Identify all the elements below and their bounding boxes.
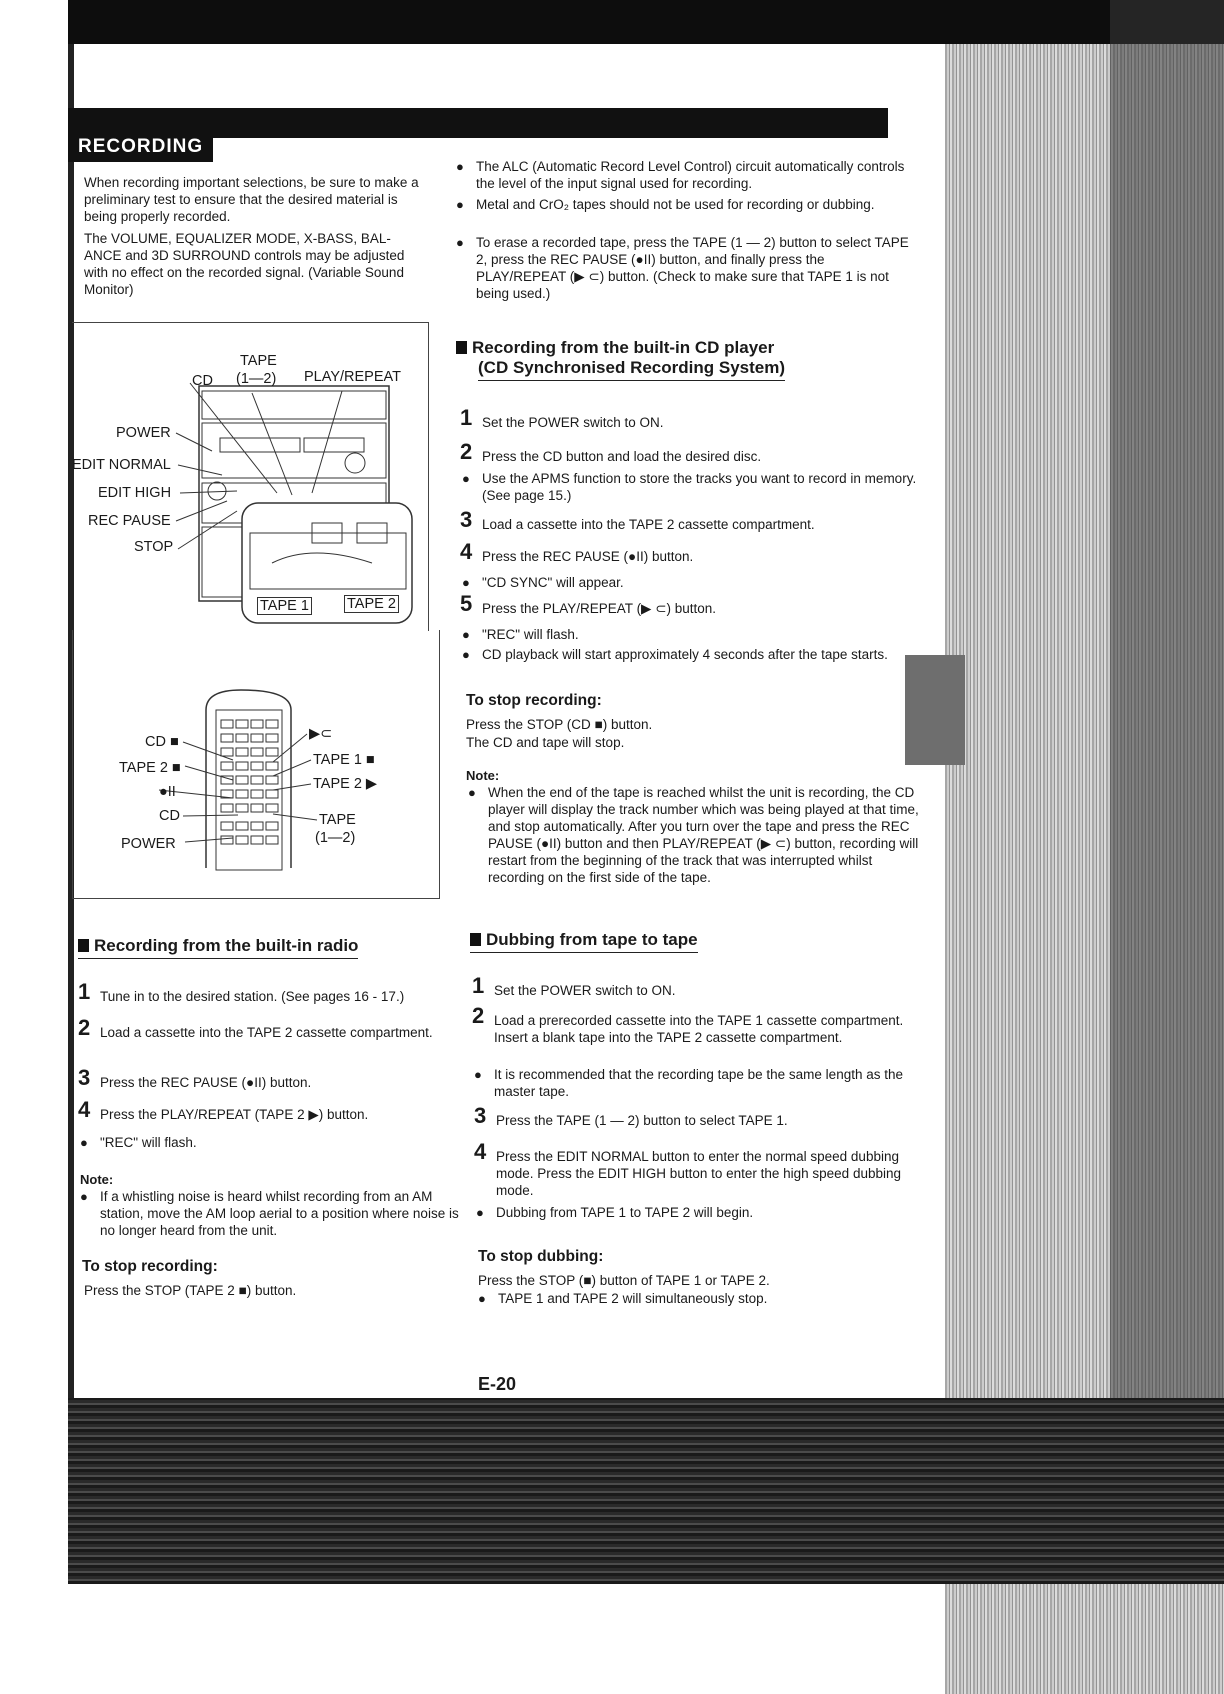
label-remote-tape1-stop: TAPE 1 ■ [313,752,375,768]
dub-step-3: 3 Press the TAPE (1 — 2) button to select TAPE 1. [474,1103,788,1128]
label-edit-high: EDIT HIGH [98,485,172,501]
label-remote-play: ▶⊂ [309,726,333,742]
page-title: RECORDING [68,132,213,162]
label-rec-pause: REC PAUSE [88,513,171,529]
section-radio-title: Recording from the built-in radio [78,936,358,959]
cd-note-text: ● When the end of the tape is reached whilst the unit is recording, the CD player will display the track number which was being played at that time, and stop automatically. After you turn over the tape and press the REC PAUSE (●II) button and then PLAY/REPEAT (▶ ⊂) button, recording will restart from the beginning of the track that was interrupted whilst recording on the first side of the tape. [468,784,922,886]
tape-type-bullet: ● Metal and CrO₂ tapes should not be used for recording or dubbing. [456,196,910,213]
dub-stop-title: To stop dubbing: [478,1248,604,1265]
intro-paragraph-1: When recording important selections, be sure to make a preliminary test to ensure that the desired material is being properly recorded. [84,175,419,224]
radio-note-title: Note: [80,1172,114,1187]
alc-bullet: ● The ALC (Automatic Record Level Control) circuit automatically controls the level of the input signal used for recording. [456,158,910,192]
radio-step-1: 1 Tune in to the desired station. (See pages 16 - 17.) [78,979,405,1004]
label-remote-tape-range: (1—2) [315,830,356,846]
cd-rec-bullet: ● "REC" will flash. [462,626,920,643]
section-cd-title: Recording from the built-in CD player [456,338,774,360]
section-cd-subtitle: (CD Synchronised Recording System) [478,358,785,381]
dub-step-4: 4 Press the EDIT NORMAL button to enter the normal speed dubbing mode. Press the EDIT HIGH button to enter the high speed dubbing mode. [474,1139,901,1198]
scan-border-top [68,0,1224,44]
dub-stop-text: Press the STOP (■) button of TAPE 1 or TAPE 2. [478,1273,770,1288]
section-dub-title: Dubbing from tape to tape [470,930,698,953]
label-power: POWER [116,425,171,441]
radio-step-2: 2 Load a cassette into the TAPE 2 cassette compartment. [78,1015,433,1040]
cd-stop-line-2: The CD and tape will stop. [466,735,625,750]
label-tape2: TAPE 2 [344,595,399,613]
section-marker-icon [456,341,467,354]
label-remote-tape: TAPE [319,812,356,828]
label-edit-normal: EDIT NORMAL [72,457,171,473]
radio-stop-text: Press the STOP (TAPE 2 ■) button. [84,1283,297,1298]
cd-step-4: 4 Press the REC PAUSE (●II) button. [460,539,694,564]
radio-stop-title: To stop recording: [82,1258,218,1275]
dub-step-2: 2 Load a prerecorded cassette into the TAPE 1 cassette compartment. Insert a blank tape into the TAPE 2 cassette compartment. [472,1003,904,1045]
label-remote-power: POWER [121,836,176,852]
label-tape1: TAPE 1 [257,597,312,615]
label-remote-cd: CD [159,808,180,824]
erase-tape-bullet: ● To erase a recorded tape, press the TAPE (1 — 2) button to select TAPE 2, press the REC PAUSE (●II) button, and finally press the PLAY/REPEAT (▶ ⊂) button. (Check to make sure that TAPE 1 is not being used.) [456,234,910,302]
dub-stop-bullet: ● TAPE 1 and TAPE 2 will simultaneously stop. [478,1290,928,1307]
label-play-repeat: PLAY/REPEAT [304,369,401,385]
label-tape-range: (1—2) [236,371,277,387]
radio-rec-bullet: ● "REC" will flash. [80,1134,470,1151]
label-remote-tape2-stop: TAPE 2 ■ [119,760,181,776]
radio-note-text: ● If a whistling noise is heard whilst recording from an AM station, move the AM loop aerial to a position where noise is no longer heard from the unit. [80,1188,468,1239]
radio-step-4: 4 Press the PLAY/REPEAT (TAPE 2 ▶) button. [78,1097,369,1122]
radio-step-3: 3 Press the REC PAUSE (●II) button. [78,1065,312,1090]
label-remote-cd-stop: CD ■ [145,734,179,750]
scan-border-right-edge [1110,0,1224,1584]
label-remote-tape2-play: TAPE 2 ▶ [313,776,378,792]
dub-length-bullet: ● It is recommended that the recording tape be the same length as the master tape. [474,1066,930,1100]
cd-sync-bullet: ● "CD SYNC" will appear. [462,574,920,591]
stereo-unit-figure [72,322,429,631]
scan-border-bottom [68,1398,1224,1584]
section-marker-icon [470,933,481,946]
remote-control-figure [72,630,440,899]
dub-step-1: 1 Set the POWER switch to ON. [472,973,676,998]
label-cd: CD [192,373,213,389]
cd-step-1: 1 Set the POWER switch to ON. [460,405,664,430]
cd-stop-line-1: Press the STOP (CD ■) button. [466,717,653,732]
label-remote-rec-pause: ●II [159,784,176,800]
section-marker-icon [78,939,89,952]
cd-playback-bullet: ● CD playback will start approximately 4 seconds after the tape starts. [462,646,920,663]
cd-note-title: Note: [466,768,500,783]
page-number: E-20 [478,1374,517,1394]
cd-apms-bullet: ● Use the APMS function to store the tracks you want to record in memory. (See page 15.) [462,470,920,504]
cd-step-5: 5 Press the PLAY/REPEAT (▶ ⊂) button. [460,591,717,616]
cd-step-3: 3 Load a cassette into the TAPE 2 cassette compartment. [460,507,815,532]
cd-step-2: 2 Press the CD button and load the desired disc. [460,439,762,464]
dub-begin-bullet: ● Dubbing from TAPE 1 to TAPE 2 will begin. [476,1204,930,1221]
section-tab-marker [905,655,965,765]
intro-paragraph-2: The VOLUME, EQUALIZER MODE, X-BASS, BAL-ANCE and 3D SURROUND controls may be adjusted with no effect on the recorded signal. (Variable Sound Monitor) [84,231,405,297]
label-tape-top: TAPE [240,353,277,369]
cd-stop-title: To stop recording: [466,692,602,709]
label-stop: STOP [134,539,174,555]
